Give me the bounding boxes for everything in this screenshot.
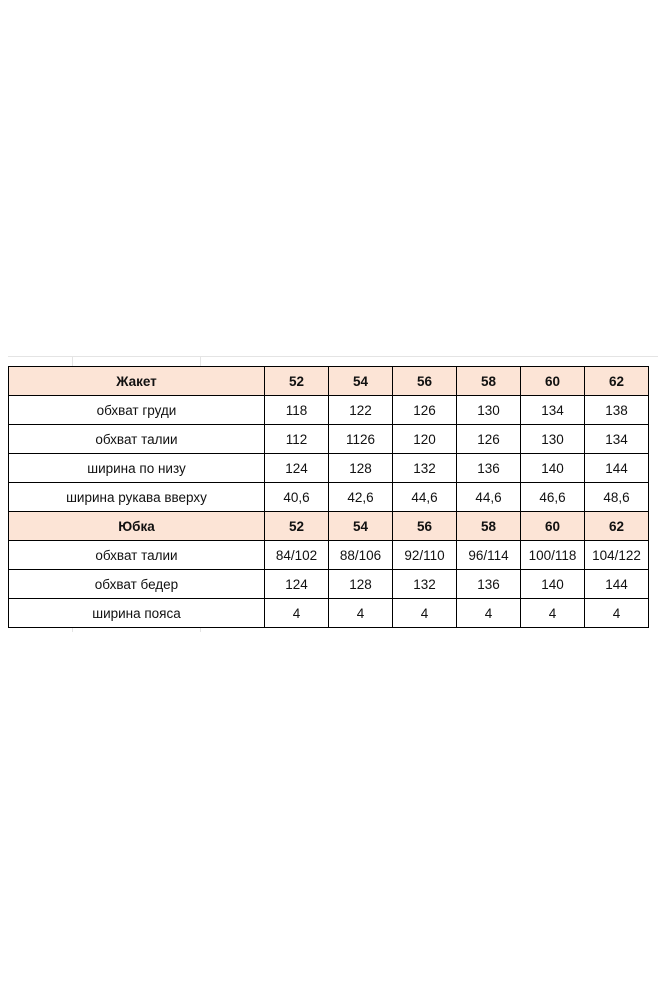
row-label: обхват талии [9,541,265,570]
size-header: 58 [457,367,521,396]
section-header-jacket [9,367,649,396]
row-label: ширина по низу [9,454,265,483]
gridline [200,628,201,632]
table-row [9,483,649,512]
cell-value: 126 [457,425,521,454]
size-header: 58 [457,512,521,541]
cell-value: 120 [393,425,457,454]
cell-value: 92/110 [393,541,457,570]
gridline [8,356,658,357]
size-header: 52 [265,367,329,396]
table-row [9,599,649,628]
size-header: 62 [585,367,649,396]
size-header: 52 [265,512,329,541]
cell-value: 42,6 [329,483,393,512]
cell-value: 126 [393,396,457,425]
cell-value: 124 [265,454,329,483]
cell-value: 140 [521,454,585,483]
table-row [9,425,649,454]
cell-value: 128 [329,570,393,599]
gridline [72,628,73,632]
size-header: 56 [393,367,457,396]
gridline [200,356,201,366]
cell-value: 128 [329,454,393,483]
cell-value: 144 [585,570,649,599]
size-header: 56 [393,512,457,541]
table-row [9,570,649,599]
table-row [9,396,649,425]
size-table [8,366,649,628]
cell-value: 136 [457,570,521,599]
cell-value: 118 [265,396,329,425]
cell-value: 4 [393,599,457,628]
cell-value: 144 [585,454,649,483]
cell-value: 4 [521,599,585,628]
cell-value: 1126 [329,425,393,454]
size-header: 54 [329,512,393,541]
row-label: обхват талии [9,425,265,454]
row-label: обхват груди [9,396,265,425]
cell-value: 130 [521,425,585,454]
cell-value: 4 [265,599,329,628]
cell-value: 130 [457,396,521,425]
row-label: ширина пояса [9,599,265,628]
cell-value: 48,6 [585,483,649,512]
size-header: 60 [521,367,585,396]
cell-value: 4 [457,599,521,628]
cell-value: 4 [585,599,649,628]
cell-value: 134 [585,425,649,454]
cell-value: 100/118 [521,541,585,570]
size-header: 62 [585,512,649,541]
size-header: 60 [521,512,585,541]
section-title: Жакет [9,367,265,396]
spreadsheet-area [8,356,658,632]
cell-value: 44,6 [393,483,457,512]
table-row [9,454,649,483]
cell-value: 140 [521,570,585,599]
cell-value: 132 [393,570,457,599]
cell-value: 134 [521,396,585,425]
cell-value: 112 [265,425,329,454]
cell-value: 136 [457,454,521,483]
size-header: 54 [329,367,393,396]
cell-value: 122 [329,396,393,425]
cell-value: 88/106 [329,541,393,570]
row-label: ширина рукава вверху [9,483,265,512]
cell-value: 84/102 [265,541,329,570]
cell-value: 46,6 [521,483,585,512]
cell-value: 44,6 [457,483,521,512]
section-header-skirt [9,512,649,541]
cell-value: 132 [393,454,457,483]
section-title: Юбка [9,512,265,541]
row-label: обхват бедер [9,570,265,599]
cell-value: 4 [329,599,393,628]
cell-value: 40,6 [265,483,329,512]
cell-value: 124 [265,570,329,599]
cell-value: 104/122 [585,541,649,570]
table-row [9,541,649,570]
cell-value: 96/114 [457,541,521,570]
gridline [72,356,73,366]
cell-value: 138 [585,396,649,425]
